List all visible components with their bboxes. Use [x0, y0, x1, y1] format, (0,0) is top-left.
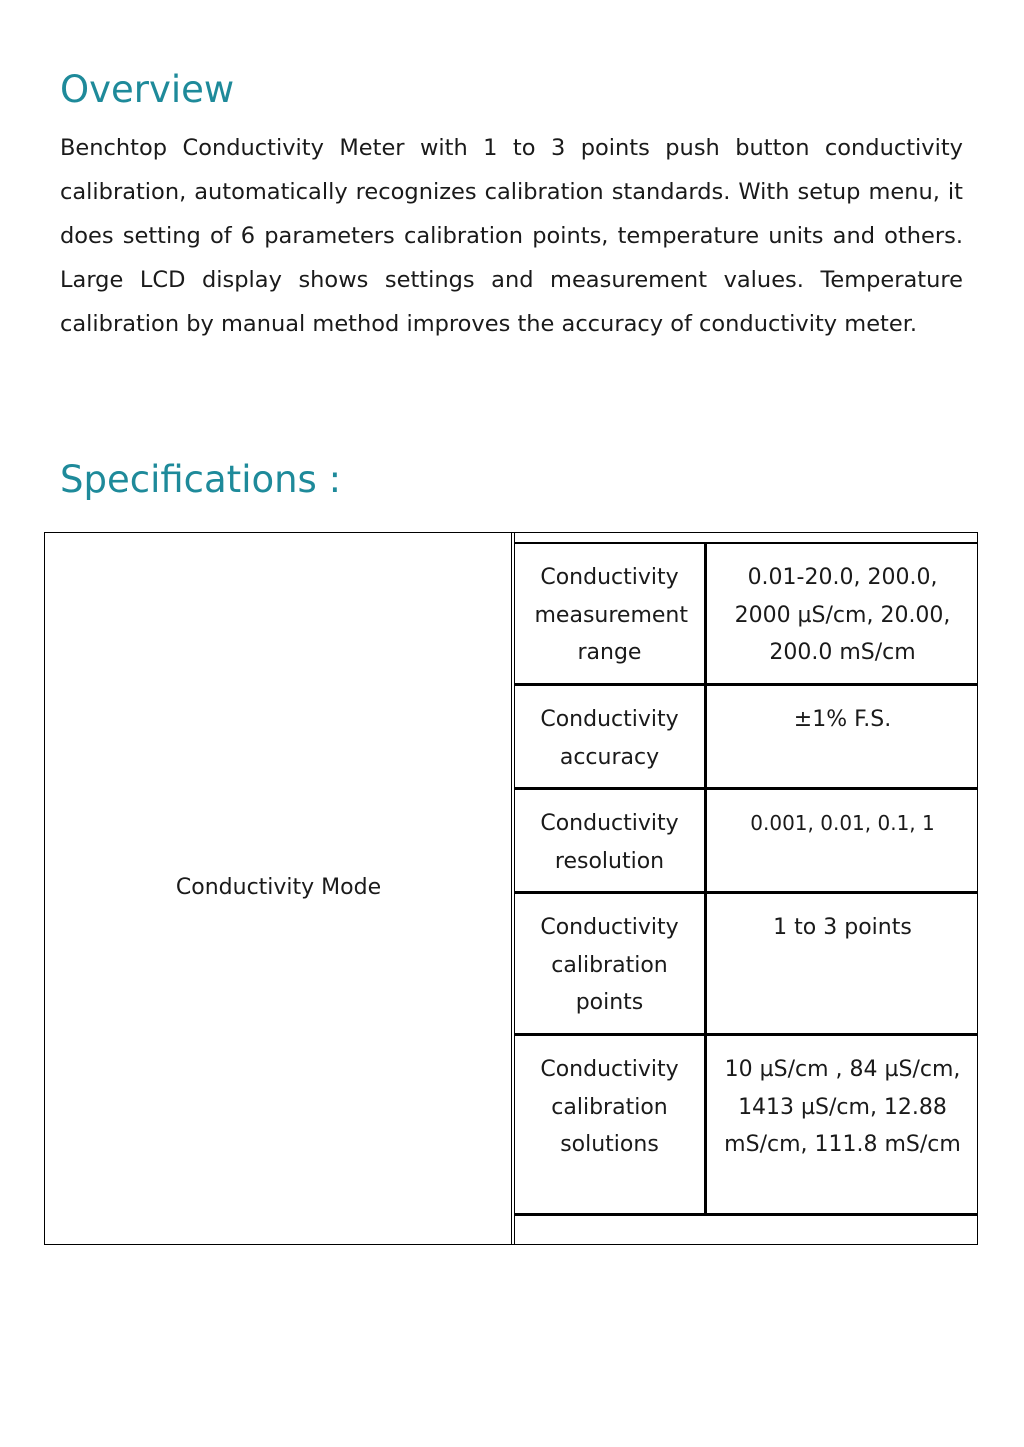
- specifications-table: [44, 532, 978, 1245]
- spec-param-label: Conductivity calibration points: [540, 915, 679, 1015]
- mode-label: Conductivity Mode: [175, 875, 382, 900]
- spec-param-label: Conductivity accuracy: [540, 707, 679, 770]
- overview-paragraph: Benchtop Conductivity Meter with 1 to 3 points push button conductivity calibration, automatically recognizes calibration standards. With setup menu, it does setting of 6 parameters calibration points, temperature units and others. Large LCD display shows settings and measurement values. Temperature calibration by manual method improves the accuracy of conductivity meter.: [60, 135, 963, 337]
- specifications-heading: Specifications :: [60, 458, 342, 501]
- spec-value-text: 0.001, 0.01, 0.1, 1: [750, 811, 935, 835]
- spec-param-cell: [515, 790, 707, 891]
- spec-param-label: Conductivity calibration solutions: [540, 1057, 679, 1157]
- spec-value-cell: [707, 544, 978, 683]
- table-row: [515, 790, 977, 894]
- spec-value-text: 1 to 3 points: [773, 915, 912, 940]
- mode-cell: [45, 533, 512, 1244]
- spec-param-label: Conductivity measurement range: [534, 565, 688, 665]
- spec-param-cell: [515, 544, 707, 683]
- table-row: [515, 1036, 977, 1216]
- spec-value-text: 10 µS/cm , 84 µS/cm, 1413 µS/cm, 12.88 mS/cm, 111.8 mS/cm: [724, 1057, 961, 1157]
- spec-value-cell: [707, 894, 978, 1033]
- table-row: [515, 686, 977, 790]
- spec-value-cell: [707, 790, 978, 891]
- spec-inner-table: [514, 533, 977, 1244]
- spec-value-text: 0.01-20.0, 200.0, 2000 µS/cm, 20.00, 200.0 mS/cm: [734, 565, 951, 665]
- overview-heading: Overview: [60, 68, 235, 111]
- spec-param-label: Conductivity resolution: [540, 811, 679, 874]
- spec-value-cell: [707, 1036, 978, 1213]
- table-top-strip: [515, 533, 977, 543]
- table-row: [515, 894, 977, 1036]
- table-bottom-strip: [515, 1213, 977, 1245]
- spec-value-cell: [707, 686, 978, 787]
- spec-param-cell: [515, 894, 707, 1033]
- spec-value-text: ±1% F.S.: [793, 707, 892, 732]
- spec-param-cell: [515, 1036, 707, 1213]
- spec-param-cell: [515, 686, 707, 787]
- table-row: [515, 543, 977, 686]
